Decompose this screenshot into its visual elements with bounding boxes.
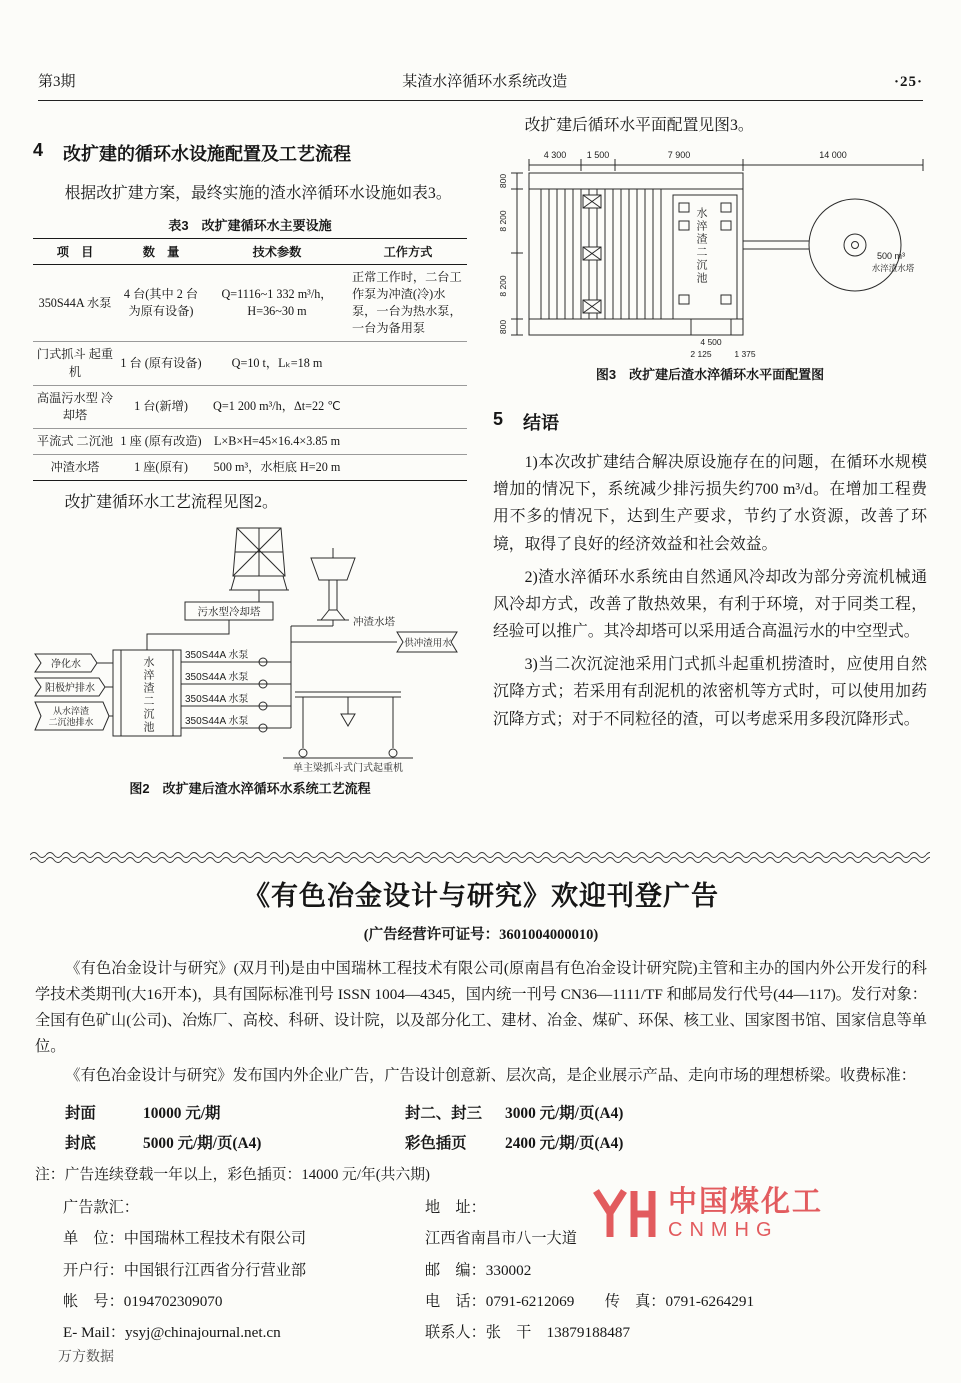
slag-tower-label: 冲渣水塔 <box>353 616 395 629</box>
ad-paragraph-1: 《有色冶金设计与研究》(双月刊)是由中国瑞林工程技术有限公司(原南昌有色冶金设计研究院)主管和主办的国内外公开发行的科学技术类期刊(大16开本)，具有国际标准刊号 ISSN 1004—4345，国内统一刊号 CN36—1111/TF 和邮局发行代号(44—117)。发行对象：全国有色矿山(公司)、冶炼厂、高校、科研、设计院，以及部分化工、建材、冶金、煤矿、环保、核工业、国家图书馆、国家信息等单位。 <box>35 960 927 1055</box>
right-column <box>493 112 927 797</box>
cell-item: 平流式 二沉池 <box>33 428 117 454</box>
cell-param: 500 m³，水柜底 H=20 m <box>213 459 341 474</box>
dim-left-1: 800 <box>498 174 508 189</box>
price-row <box>65 1097 927 1127</box>
dim-left-2: 8 200 <box>498 210 508 232</box>
cnmhg-logo-icon <box>588 1185 658 1243</box>
figure-3-caption: 图3 改扩建后渣水淬循环水平面配置图 <box>595 367 825 383</box>
ad-paragraph-2: 《有色冶金设计与研究》发布国内外企业广告，广告设计创意新、层次高，是企业展示产品、走向市场的理想桥梁。收费标准： <box>65 1067 916 1085</box>
conclusion-paragraph-3: 3)当二次沉淀池采用门式抓斗起重机捞渣时，应使用自然沉降方式；若采用有刮泥机的浓密机等方式时，可以使用加药沉降方式；对于不同粒径的渣，可以考虑采用多段沉降形式。 <box>493 656 927 728</box>
price-value: 2400 元/期/页(A4) <box>505 1135 624 1153</box>
supply-water-label: 供冲渣用水 <box>404 638 452 650</box>
table-3-col-qty: 数 量 <box>117 239 205 265</box>
table-row <box>33 385 467 428</box>
slag-water-tower-icon <box>291 548 355 626</box>
table-3 <box>33 238 467 481</box>
dim-top-2: 1 500 <box>586 150 610 161</box>
cooling-tower-label: 污水型冷却塔 <box>197 606 261 619</box>
contact-line: 帐 号：0194702309070 <box>63 1292 223 1310</box>
section-5-number: 5 <box>493 409 504 430</box>
contact-line: 单 位：中国瑞林工程技术有限公司 <box>63 1230 306 1248</box>
issue-number: 第3期 <box>38 74 76 90</box>
figure-2-diagram <box>33 522 463 774</box>
contact-left-column <box>63 1192 395 1348</box>
cell-mode <box>349 428 467 454</box>
wanfang-watermark: 万方数据 <box>58 1350 114 1365</box>
logo-latin-name: CNMHG <box>668 1219 779 1242</box>
price-list <box>65 1097 927 1157</box>
table-3-header-row <box>33 239 467 265</box>
inflow-label-3a: 从水淬渣 <box>52 706 90 717</box>
table-row <box>33 454 467 480</box>
figure-2-intro: 改扩建循环水工艺流程见图2。 <box>64 493 278 511</box>
inflow-label-2: 阳极炉排水 <box>45 683 95 695</box>
contact-line: 开户行：中国银行江西省分行营业部 <box>63 1261 306 1279</box>
tank-label-name: 水淬渣水塔 <box>871 263 915 274</box>
price-value: 3000 元/期/页(A4) <box>505 1105 624 1123</box>
conclusion-paragraph-1: 1)本次改扩建结合解决原设施存在的问题，在循环水规模增加的情况下，系统减少排污损失约700 m³/d。在增加工程费用不多的情况下，达到生产要求，节约了水资源，改善了环境，取得了良好的经济效益和社会效益。 <box>493 454 927 553</box>
figure-3 <box>493 145 933 360</box>
cell-item: 冲渣水塔 <box>50 459 100 474</box>
cell-qty: 4 台(其中 2 台为原有设备) <box>117 265 205 342</box>
conclusion-paragraph-2: 2)渣水淬循环水系统由自然通风冷却改为部分旁流机械通风冷却方式，改善了散热效果，有利于环境，对于同类工程，经验可以推广。其冷却塔可以采用适合高温污水的中空型式。 <box>493 568 927 641</box>
table-row <box>33 342 467 385</box>
cell-qty: 1 座(原有) <box>134 459 188 474</box>
cell-mode <box>349 342 467 385</box>
page-number: ·25· <box>893 74 923 90</box>
contact-line: 电 话：0791-6212069 传 真：0791-6264291 <box>425 1292 755 1310</box>
price-label: 封面 <box>65 1105 96 1123</box>
table-3-col-param: 技术参数 <box>205 239 349 265</box>
inflow-label-3b: 二沉池排水 <box>48 717 94 728</box>
cooling-tower-icon <box>229 528 289 602</box>
top-dimension-line <box>529 159 923 171</box>
dim-top-3: 7 900 <box>667 150 691 161</box>
table-3-col-item: 项 目 <box>33 239 117 265</box>
table-3-col-mode: 工作方式 <box>349 239 467 265</box>
price-label: 彩色插页 <box>405 1135 467 1153</box>
ad-license: (广告经营许可证号：3601004000010) <box>363 927 599 943</box>
cell-qty: 1 座 (原有改造) <box>117 428 205 454</box>
tank-label-volume: 500 m³ <box>876 251 906 262</box>
price-row <box>65 1127 927 1157</box>
section-4-title: 改扩建的循环水设施配置及工艺流程 <box>63 144 352 164</box>
crane-symbols <box>583 195 601 313</box>
journal-header <box>38 70 923 101</box>
fig3-basin-vertical-label: 水淬渣二沉池 <box>695 207 707 286</box>
ad-title: 《有色冶金设计与研究》欢迎刊登广告 <box>243 881 719 911</box>
figure-2 <box>33 522 463 774</box>
dim-left-3: 8 200 <box>498 275 508 297</box>
cell-item: 350S44A 水泵 <box>33 265 117 342</box>
running-title: 某渣水淬循环水系统改造 <box>402 74 568 90</box>
contact-line: 江西省南昌市八一大道 <box>425 1230 577 1248</box>
section-5-title: 结语 <box>523 413 560 434</box>
cell-mode: 正常工作时，二台工作泵为冲渣(冷)水泵，一台为热水泵，一台为备用泵 <box>349 265 467 342</box>
pump-label-3: 350S44A 水泵 <box>185 694 249 706</box>
section-4-number: 4 <box>33 140 44 160</box>
table-row <box>33 428 467 454</box>
left-column <box>33 112 467 797</box>
contact-line: 联系人：张 干 13879188487 <box>425 1323 631 1341</box>
cell-mode <box>349 385 467 428</box>
figure-2-caption: 图2 改扩建后渣水淬循环水系统工艺流程 <box>129 781 371 797</box>
section-4-heading <box>33 140 467 166</box>
figure-3-diagram <box>493 145 933 360</box>
price-label: 封底 <box>65 1135 96 1153</box>
section-4-paragraph: 根据改扩建方案，最终实施的渣水淬循环水设施如表3。 <box>64 185 452 202</box>
basin-protrusion <box>691 319 731 335</box>
crane-label: 单主梁抓斗式门式起重机 <box>293 763 403 775</box>
basin-plan <box>529 173 743 335</box>
section-5-heading <box>493 409 927 435</box>
inflow-label-1: 净化水 <box>51 659 81 671</box>
dim-bottom-2: 1 375 <box>734 349 756 360</box>
price-label: 封二、封三 <box>405 1105 482 1123</box>
cell-param: L×B×H=45×16.4×3.85 m <box>205 428 349 454</box>
price-value: 10000 元/期 <box>143 1105 221 1123</box>
gantry-crane-icon <box>283 692 413 758</box>
cell-param: Q=1 200 m³/h，Δt=22 ℃ <box>205 385 349 428</box>
cell-item: 高温污水型 冷却塔 <box>33 385 117 428</box>
dim-top-1: 4 300 <box>543 150 567 161</box>
pump-label-4: 350S44A 水泵 <box>185 716 249 728</box>
contact-line: 邮 编：330002 <box>425 1261 532 1279</box>
cnmhg-logo-text <box>668 1186 823 1242</box>
water-tank-circle <box>809 199 901 291</box>
figure-3-intro: 改扩建后循环水平面配置见图3。 <box>524 117 754 134</box>
left-dimension-line <box>511 173 523 335</box>
cell-item: 门式抓斗 起重机 <box>33 342 117 385</box>
wavy-divider <box>30 850 930 864</box>
cell-qty: 1 台(新增) <box>117 385 205 428</box>
logo-chinese-name: 中国煤化工 <box>668 1185 824 1218</box>
advertisement-section <box>35 874 927 1348</box>
dim-left-4: 800 <box>498 320 508 335</box>
dim-bottom-1: 2 125 <box>690 349 712 360</box>
fig2-basin-vertical-label: 水淬渣二沉池 <box>142 656 154 735</box>
cell-qty: 1 台 (原有设备) <box>117 342 205 385</box>
price-note: 注：广告连续登载一年以上，彩色插页：14000 元/年(共六期) <box>35 1167 430 1184</box>
cell-param: Q=10 t，Lₖ=18 m <box>205 342 349 385</box>
table-row <box>33 265 467 342</box>
two-column-body <box>33 112 928 797</box>
table-3-caption: 表3 改扩建循环水主要设施 <box>168 218 332 234</box>
price-value: 5000 元/期/页(A4) <box>143 1135 262 1153</box>
cell-param: Q=1116~1 332 m³/h，H=36~30 m <box>205 265 349 342</box>
cnmhg-watermark-logo <box>588 1185 823 1243</box>
contact-line: 地 址： <box>425 1199 486 1217</box>
contact-line: 广告款汇： <box>63 1199 139 1217</box>
dim-top-4: 14 000 <box>819 150 847 161</box>
pump-label-1: 350S44A 水泵 <box>185 650 249 662</box>
pump-label-2: 350S44A 水泵 <box>185 672 249 684</box>
cell-mode <box>349 454 467 480</box>
contact-line-email: E- Mail：ysyj@chinajournal.net.cn <box>63 1323 281 1341</box>
dim-inner: 4 500 <box>700 337 722 348</box>
